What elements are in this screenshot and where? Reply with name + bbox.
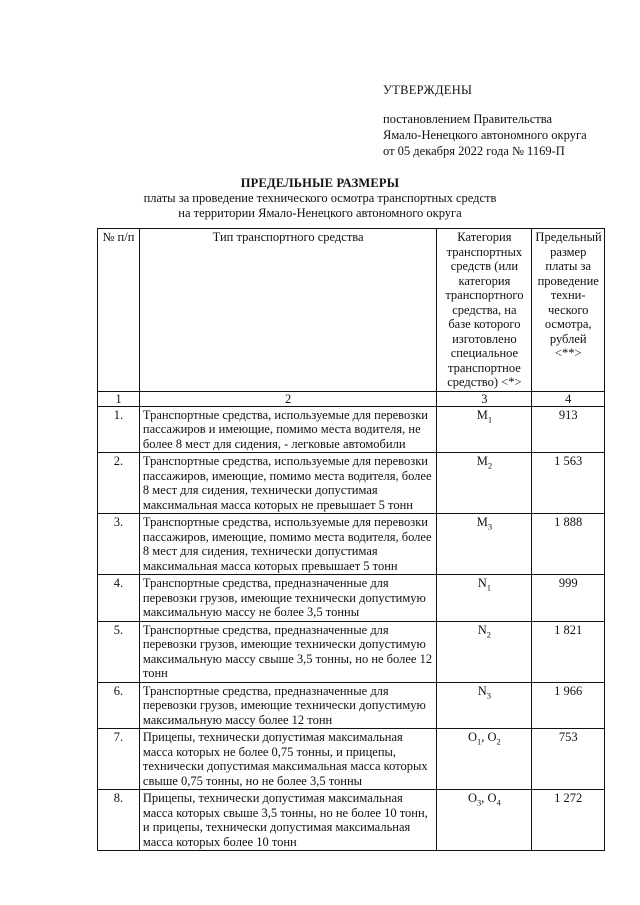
column-number: 2 (139, 391, 436, 406)
table-row (98, 514, 605, 575)
row-number: 8. (98, 790, 140, 851)
vehicle-category (437, 790, 532, 851)
header-num: № п/п (98, 229, 140, 392)
column-number-row (98, 391, 605, 406)
category-index: 2 (487, 460, 493, 471)
row-number: 5. (98, 621, 140, 682)
table-row (98, 406, 605, 453)
table-header-row (98, 229, 605, 392)
column-number: 1 (98, 391, 140, 406)
category-index: 2 (486, 629, 492, 639)
vehicle-category (437, 682, 532, 729)
table-row (98, 453, 605, 514)
category-letter: O (487, 791, 497, 805)
row-number: 1. (98, 406, 140, 453)
header-vehicle-type: Тип транспортного средства (139, 229, 436, 392)
vehicle-type: Прицепы, технически допустимая максимальная масса которых не более 0,75 тонны, и прицепы, технически допустимая максимальная масса которых свыше 0,75 тонны, но не более 3,5 тонны (139, 729, 436, 790)
document-title: ПРЕДЕЛЬНЫЕ РАЗМЕРЫ (240, 176, 400, 190)
category-index: 3 (486, 690, 492, 700)
max-fee: 999 (532, 575, 605, 622)
vehicle-category (437, 453, 532, 514)
max-fee: 1 966 (532, 682, 605, 729)
vehicle-type: Транспортные средства, предназначенные для перевозки грузов, имеющие технически допустимую максимальную массу более 12 тонн (139, 682, 436, 729)
header-category: Категория транспортных средств (или категория транспортного средства, на базе которого изготовлено специальное транспортное средство) <*> (437, 229, 532, 392)
category-letter: O (487, 730, 497, 744)
category-letter: M (476, 407, 488, 422)
category-letter: M (476, 454, 488, 468)
table-row (98, 729, 605, 790)
approval-line: постановлением Правительства (383, 112, 553, 126)
category-separator: , (481, 791, 488, 805)
category-index: 1 (486, 582, 492, 593)
category-index: 1 (477, 736, 482, 747)
row-number: 4. (98, 575, 140, 622)
max-fee: 913 (532, 406, 605, 453)
category-index: 2 (496, 736, 501, 747)
category-letter: M (476, 515, 488, 529)
max-fee: 1 563 (532, 453, 605, 514)
category-letter: O (467, 730, 478, 744)
row-number: 7. (98, 729, 140, 790)
max-fee: 1 272 (532, 790, 605, 851)
vehicle-category (437, 575, 532, 622)
max-fee: 1 888 (532, 514, 605, 575)
category-letter: N (477, 683, 487, 698)
category-letter: O (467, 791, 478, 805)
document-subtitle-line: платы за проведение технического осмотра транспортных средств (143, 191, 497, 205)
category-index: 4 (496, 797, 501, 808)
category-separator: , (481, 730, 488, 744)
approval-line: Ямало-Ненецкого автономного округа (383, 128, 587, 142)
vehicle-type: Прицепы, технически допустимая максимальная масса которых свыше 3,5 тонны, но не более 10 тонн, и прицепы, технически допустимая максимальная масса которых более 10 тонн (139, 790, 436, 851)
column-number: 3 (437, 391, 532, 406)
vehicle-type: Транспортные средства, предназначенные для перевозки грузов, имеющие технически допустимую максимальную массу не более 3,5 тонны (139, 575, 436, 622)
category-index: 3 (487, 521, 493, 532)
max-fee: 753 (532, 729, 605, 790)
vehicle-category (437, 406, 532, 453)
fees-table (97, 228, 605, 851)
vehicle-type: Транспортные средства, используемые для перевозки пассажиров, имеющие, помимо места водителя, более 8 мест для сидения, технически допустимая максимальная масса которых не превышает 5 тонн (139, 453, 436, 514)
vehicle-type: Транспортные средства, используемые для перевозки пассажиров, имеющие, помимо места водителя, более 8 мест для сидения, технически допустимая максимальная масса которых превышает 5 тонн (139, 514, 436, 575)
row-number: 3. (98, 514, 140, 575)
approval-title: УТВЕРЖДЕНЫ (383, 83, 473, 97)
category-index: 3 (477, 797, 482, 808)
table-body (98, 406, 605, 851)
table-row (98, 575, 605, 622)
category-letter: N (477, 622, 487, 637)
document-heading (0, 176, 640, 221)
table-row (98, 621, 605, 682)
approval-block (383, 82, 587, 159)
header-max-fee: Предельный размер платы за проведение техни-ческого осмотра, рублей <**> (532, 229, 605, 392)
table-row (98, 790, 605, 851)
vehicle-category (437, 729, 532, 790)
vehicle-type: Транспортные средства, предназначенные для перевозки грузов, имеющие технически допустимую максимальную массу свыше 3,5 тонны, но не более 12 тонн (139, 621, 436, 682)
row-number: 6. (98, 682, 140, 729)
category-index: 1 (487, 414, 493, 424)
row-number: 2. (98, 453, 140, 514)
document-subtitle-line: на территории Ямало-Ненецкого автономного округа (178, 206, 462, 220)
approval-line: от 05 декабря 2022 года № 1169-П (383, 144, 565, 158)
category-letter: N (477, 576, 487, 590)
vehicle-category (437, 514, 532, 575)
max-fee: 1 821 (532, 621, 605, 682)
vehicle-category (437, 621, 532, 682)
vehicle-type: Транспортные средства, используемые для перевозки пассажиров и имеющие, помимо места водителя, не более 8 мест для сидения, - легковые автомобили (139, 406, 436, 453)
table-row (98, 682, 605, 729)
column-number: 4 (532, 391, 605, 406)
